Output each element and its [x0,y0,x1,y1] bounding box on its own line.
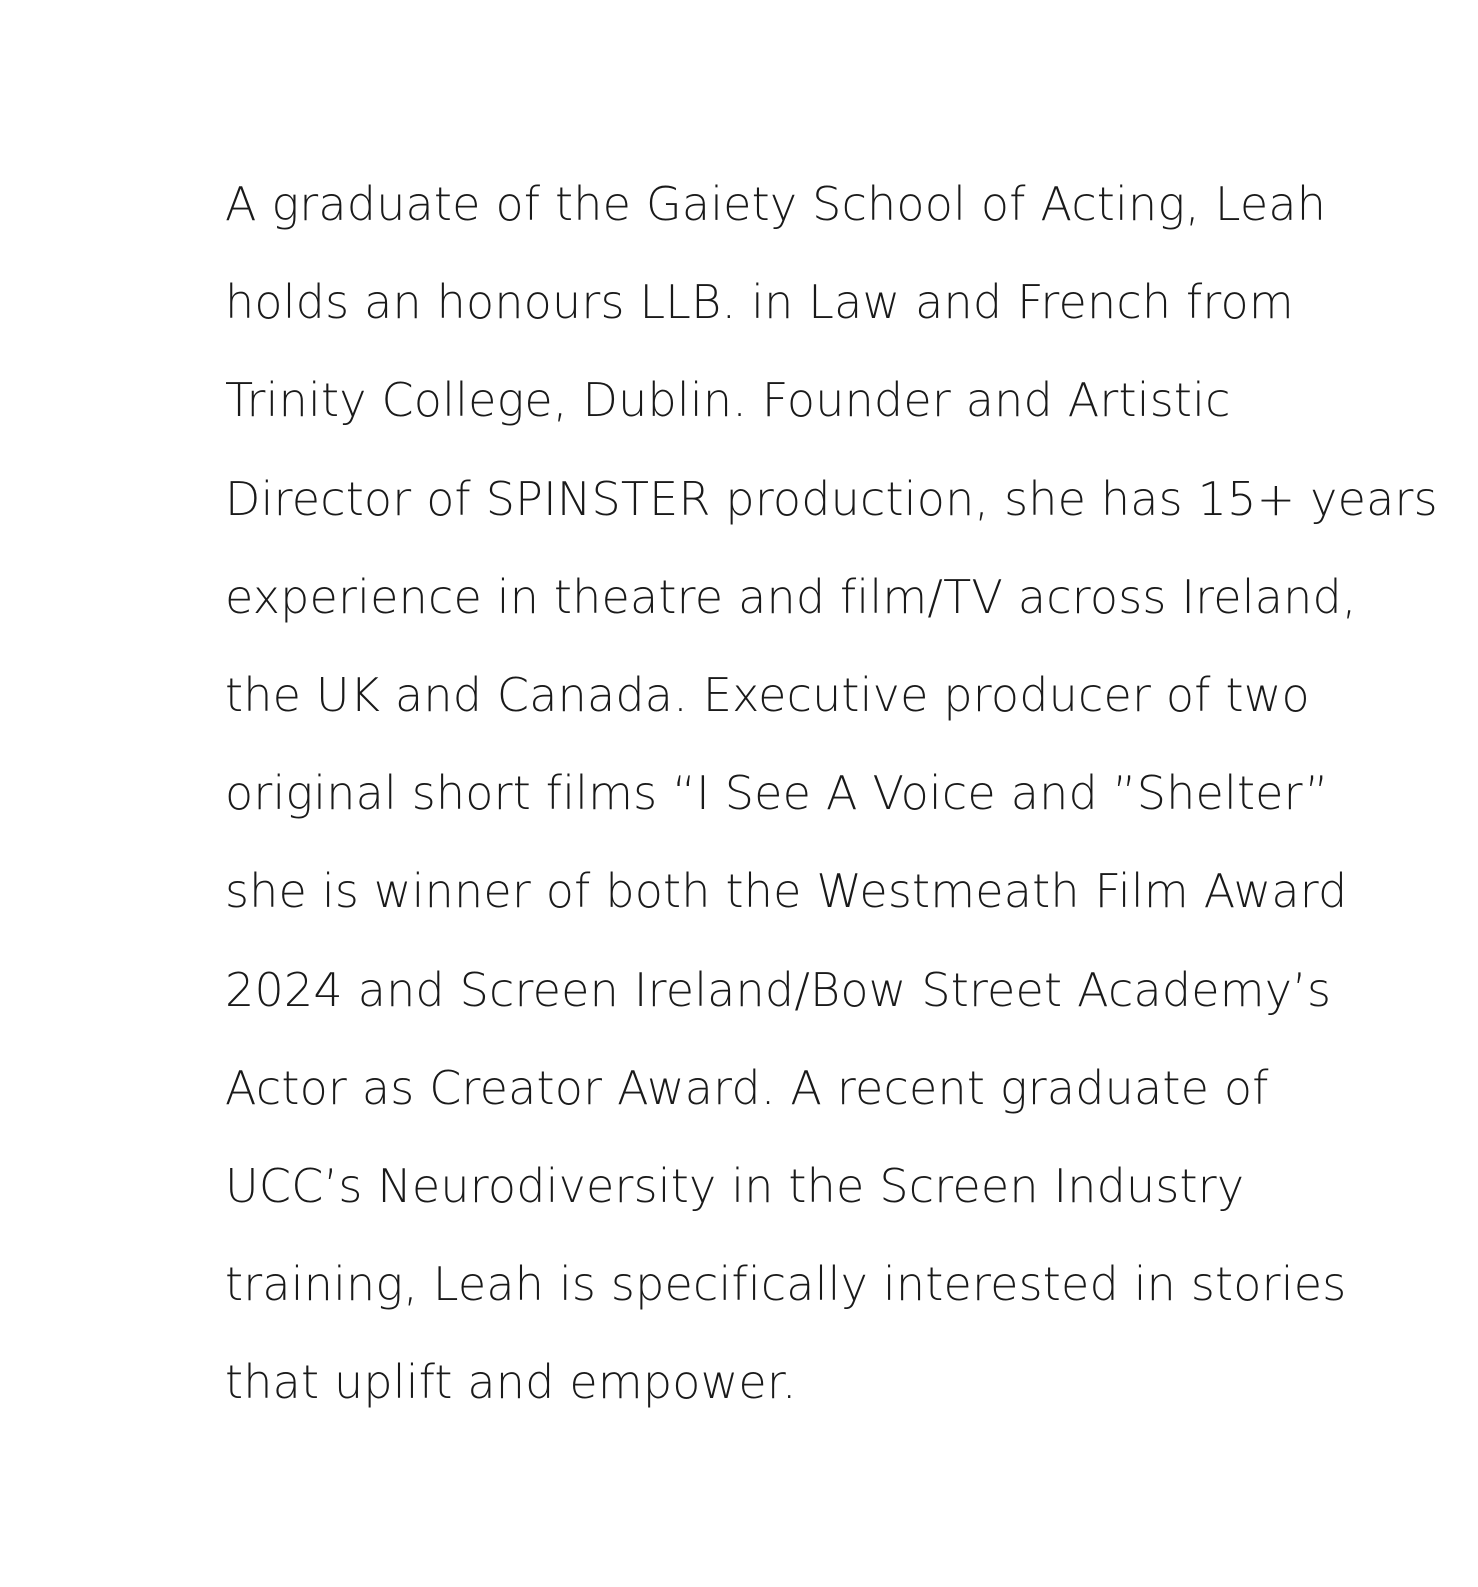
bio-line: UCC’s Neurodiversity in the Screen Industry [225,1158,1245,1213]
bio-line: A graduate of the Gaiety School of Acting, Leah [225,177,1327,231]
bio-line: that uplift and empower. [225,1355,797,1410]
bio-paragraph [225,155,1445,1431]
bio-line: the UK and Canada. Executive producer of two [225,667,1310,722]
bio-line: holds an honours LLB. in Law and French from [225,275,1294,330]
bio-line: Trinity College, Dublin. Founder and Artistic [225,373,1231,428]
bio-line: original short films “I See A Voice and ”Shelter” [225,766,1329,821]
bio-line: 2024 and Screen Ireland/Bow Street Academy’s [225,962,1332,1017]
bio-line: Actor as Creator Award. A recent graduate of [225,1060,1269,1115]
bio-line: Director of SPINSTER production, she has 15+ years [225,471,1438,526]
bio-line: experience in theatre and film/TV across Ireland, [225,569,1357,624]
bio-line: she is winner of both the Westmeath Film Award [225,864,1348,919]
bio-line: training, Leah is specifically interested in stories [225,1257,1347,1312]
